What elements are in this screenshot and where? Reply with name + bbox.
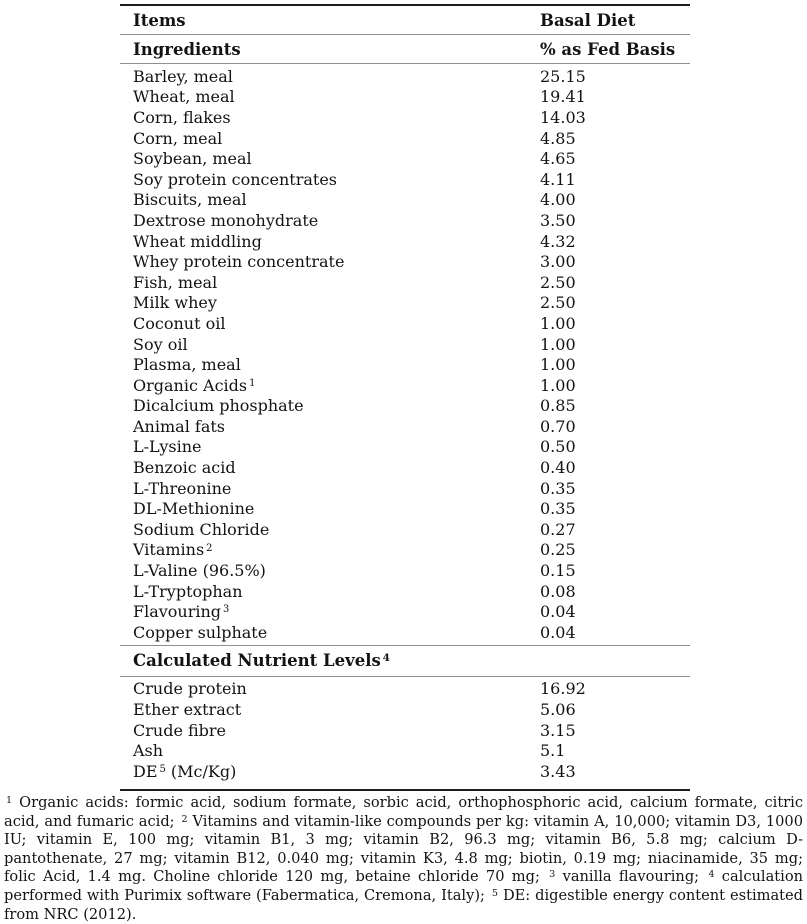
item-value: 5.1 [540,741,566,761]
table-row [120,293,690,314]
item-label: Dicalcium phosphate [133,396,304,416]
item-value: 0.85 [540,396,576,416]
item-value: 0.35 [540,499,576,519]
item-value: 0.35 [540,478,576,498]
table-row [120,334,690,355]
item-label: Soybean, meal [133,149,252,169]
item-value: 16.92 [540,679,586,699]
item-label: Fish, meal [133,272,218,292]
item-label: Wheat, meal [133,87,235,107]
table-row [120,437,690,458]
table-row [120,107,690,128]
item-value: 0.50 [540,437,576,457]
item-value: 0.08 [540,581,576,601]
item-label: DL-Methionine [133,499,255,519]
item-label: Soy oil [133,334,188,354]
item-label: Whey protein concentrate [133,252,345,272]
item-label: Corn, flakes [133,107,231,127]
item-label: Corn, meal [133,128,223,148]
table-row [120,210,690,231]
item-value: 0.25 [540,540,576,560]
item-label: Crude protein [133,679,247,699]
table-row [120,231,690,252]
table-row [120,761,690,782]
nutrient-rows [120,677,690,789]
col-header-items: Items [133,10,186,30]
table-row [120,272,690,293]
table-row [120,375,690,396]
item-label: Wheat middling [133,231,262,251]
table-footnote: $^1$ Organic acids: formic acid, sodium formate, sorbic acid, orthophosphoric acid, calcium formate, citric acid, and fumaric acid; $^2$ Vitamins and vitamin-like compounds per kg: vitamin A, 10,000; vitamin D3, 1000 IU; vitamin E, 100 mg; vitamin B1, 3 mg; vitamin B2, 96.3 mg; vitamin B6, 5.8 mg; calcium D-pantothenate, 27 mg; vitamin B12, 0.040 mg; vitamin K3, 4.8 mg; biotin, 0.19 mg; niacinamide, 35 mg; folic Acid, 1.4 mg. Choline chloride 120 mg, betaine chloride 70 mg; $^3$ vanilla flavouring; $^4$ calculation performed with Purimix software (Fabermatica, Cremona, Italy); $^5$ DE: digestible energy content estimated from NRC (2012). [4,794,804,923]
item-label: Copper sulphate [133,622,268,642]
item-label: Biscuits, meal [133,190,247,210]
table-row [120,66,690,87]
table-row [120,169,690,190]
item-value: 14.03 [540,107,586,127]
item-label: Flavouring $^3$ [133,602,230,622]
table-row [120,251,690,272]
item-label: Soy protein concentrates [133,169,338,189]
item-value: 0.27 [540,519,576,539]
table-row [120,478,690,499]
item-label: L-Threonine [133,478,232,498]
item-label: Dextrose monohydrate [133,210,319,230]
item-value: 5.06 [540,700,576,720]
item-value: 3.43 [540,761,576,781]
item-value: 3.00 [540,252,576,272]
table-row [120,87,690,108]
section-header-calculated-nutrient-levels: Calculated Nutrient Levels $^4$ [133,651,390,671]
table-row [120,148,690,169]
item-label: L-Lysine [133,437,202,457]
diet-composition-table [120,4,690,791]
table-row [120,396,690,417]
item-label: Ash [133,741,164,761]
col-header-basal-diet: Basal Diet [540,10,636,30]
section-header-row [120,646,690,676]
table-row [120,128,690,149]
item-value: 1.00 [540,334,576,354]
table-row [120,313,690,334]
table-row [120,740,690,761]
item-label: Milk whey [133,293,217,313]
item-label: Sodium Chloride [133,519,270,539]
table-row [120,519,690,540]
table-row [120,560,690,581]
item-value: 0.04 [540,622,576,642]
col-header-ingredients: Ingredients [133,39,241,59]
table-header-row-items [120,6,690,34]
table-row [120,581,690,602]
item-label: Crude fibre [133,720,227,740]
item-value: 4.11 [540,169,576,189]
table-header-row-ingredients [120,35,690,63]
item-label: Barley, meal [133,66,233,86]
item-value: 4.00 [540,190,576,210]
item-value: 3.15 [540,720,576,740]
table-bottom-rule [120,789,690,791]
table-row [120,190,690,211]
item-value: 2.50 [540,272,576,292]
item-label: Coconut oil [133,313,226,333]
table-row [120,601,690,622]
item-value: 1.00 [540,313,576,333]
item-label: DE $^5$ (Mc/Kg) [133,761,237,781]
item-label: Ether extract [133,700,242,720]
item-value: 0.70 [540,416,576,436]
item-value: 3.50 [540,210,576,230]
item-label: Animal fats [133,416,225,436]
item-value: 1.00 [540,375,576,395]
table-row [120,679,690,700]
table-row [120,699,690,720]
item-value: 0.15 [540,561,576,581]
item-label: Benzoic acid [133,458,236,478]
item-value: 25.15 [540,66,586,86]
table-row [120,622,690,643]
item-label: L-Valine (96.5%) [133,561,266,581]
table-row [120,354,690,375]
item-label: Organic Acids $^1$ [133,375,256,395]
item-label: Plasma, meal [133,355,241,375]
table-row [120,498,690,519]
col-header-fed-basis: % as Fed Basis [540,39,676,59]
item-value: 4.65 [540,149,576,169]
item-label: L-Tryptophan [133,581,243,601]
table-row [120,720,690,741]
table-row [120,540,690,561]
item-value: 1.00 [540,355,576,375]
table-row [120,457,690,478]
item-value: 4.32 [540,231,576,251]
ingredient-rows [120,64,690,645]
item-value: 0.40 [540,458,576,478]
item-label: Vitamins $^2$ [133,540,213,560]
item-value: 19.41 [540,87,586,107]
table-row [120,416,690,437]
item-value: 2.50 [540,293,576,313]
item-value: 0.04 [540,602,576,622]
item-value: 4.85 [540,128,576,148]
